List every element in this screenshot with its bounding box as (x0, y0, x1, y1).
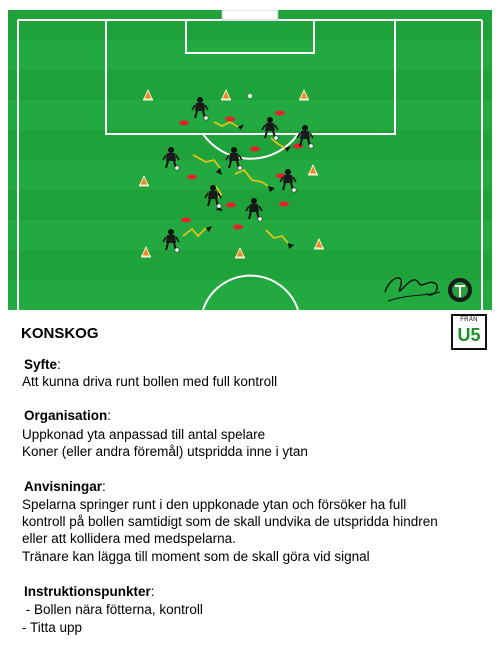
section-line: Spelarna springer runt i den uppkonade ytan och försöker ha full (22, 497, 407, 512)
section-heading-syfte: Syfte: (24, 357, 61, 372)
section-line: kontroll på bollen samtidigt som de skall undvika de utspridda hindren (22, 514, 438, 529)
section-line: Att kunna driva runt bollen med full kontroll (22, 374, 278, 389)
section-line: Uppkonad yta anpassad till antal spelare (22, 427, 266, 442)
football-pitch-diagram (8, 10, 492, 310)
badge-age-label: U5 (457, 325, 481, 345)
section-line: eller att kollidera med medspelarna. (22, 531, 236, 546)
section-heading-organisation: Organisation: (24, 408, 112, 423)
section-line: - Titta upp (22, 620, 83, 635)
section-line: Koner (eller andra föremål) utspridda inne i ytan (22, 444, 308, 459)
section-line: - Bollen nära fötterna, kontroll (22, 602, 203, 617)
drill-title: KONSKOG (21, 325, 99, 342)
badge-from-label: FRÅN (460, 317, 478, 323)
section-line: Tränare kan lägga till moment som de skall göra vid signal (22, 549, 370, 564)
section-heading-anvisningar: Anvisningar: (24, 479, 106, 494)
age-group-badge (451, 314, 487, 350)
section-heading-instruktionspunkter: Instruktionspunkter: (24, 584, 155, 599)
